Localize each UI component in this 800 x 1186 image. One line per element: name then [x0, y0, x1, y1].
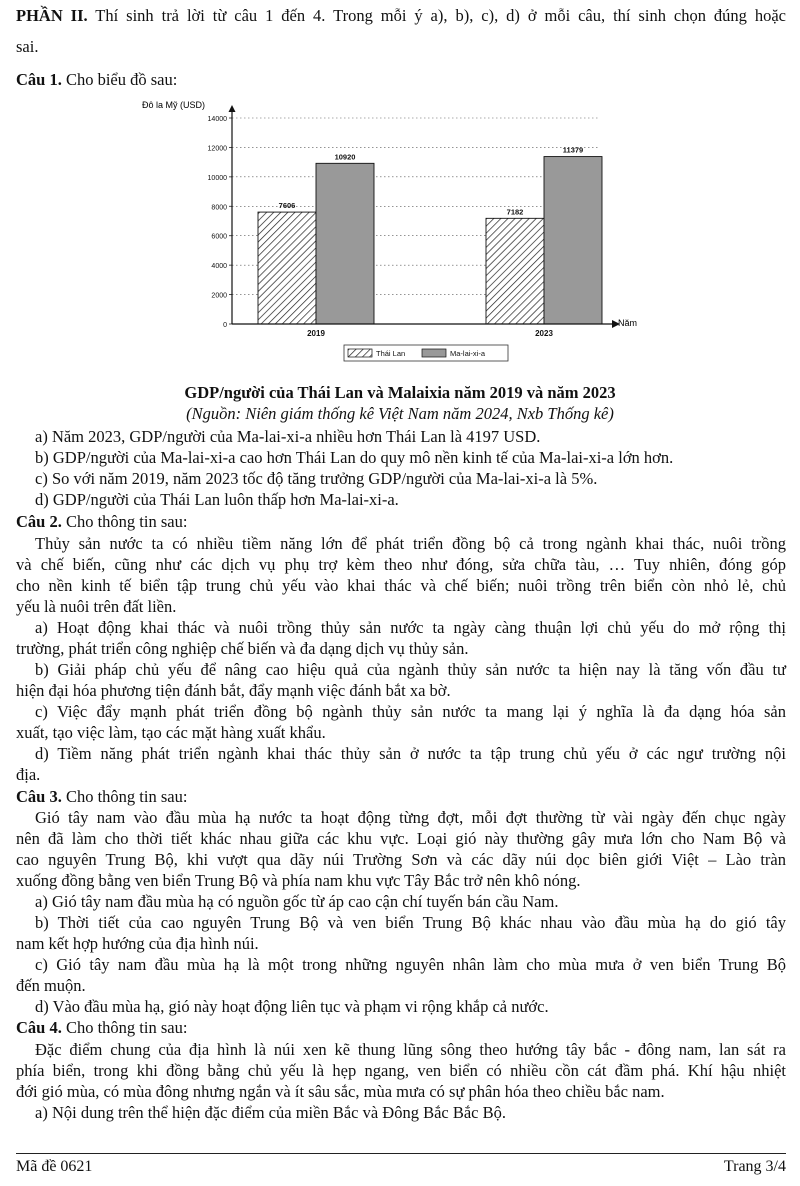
q3-paragraph-line: Gió tây nam vào đầu mùa hạ nước ta hoạt động từng đợt, mỗi đợt thường từ vài ngày đến chục ngày — [35, 808, 786, 827]
q3-option-b-cont: nam kết hợp hướng của địa hình núi. — [16, 934, 259, 953]
q2-option-d: d) Tiềm năng phát triển ngành khai thác thủy sản ở nước ta tập trung chủ yếu ở các ngư trường nội — [35, 744, 786, 763]
q2-paragraph-line: yếu là nuôi trên đất liền. — [16, 597, 177, 616]
bar-value-label: 11379 — [562, 145, 584, 155]
x-axis-label: Năm — [618, 318, 638, 328]
q3-paragraph-line: nên đã làm cho thời tiết khác nhau giữa các khu vực. Loại gió này thường gây mưa lớn cho Nam Bộ và — [16, 829, 786, 848]
y-tick-label: 14000 — [207, 116, 227, 123]
bar-malaysia-2023 — [544, 157, 602, 324]
y-tick-label: 0 — [223, 322, 227, 329]
y-tick-label: 6000 — [211, 233, 227, 241]
gdp-bar-chart — [140, 98, 640, 380]
chart-legend — [344, 345, 508, 361]
bar-thai-lan-2023 — [486, 218, 544, 324]
part-label: PHẦN II. — [16, 6, 88, 25]
q2-option-b: b) Giải pháp chủ yếu để nâng cao hiệu quả của ngành thủy sản nước ta hiện nay là tăng vốn đầu tư — [35, 660, 786, 679]
q4-paragraph-line: phía biển, trong khi đồng bằng chủ yếu là hẹp ngang, ven biển có nhiều cồn cát đầm phá. Khí hậu nhiệt — [16, 1061, 786, 1080]
q2-option-d-cont: địa. — [16, 765, 41, 784]
legend-swatch — [348, 349, 372, 357]
q2-option-a-cont: trường, phát triển công nghiệp chế biến và đa dạng dịch vụ thủy sản. — [16, 639, 469, 658]
chart-caption: GDP/người của Thái Lan và Malaixia năm 2019 và năm 2023 — [184, 383, 616, 402]
y-axis-ticks — [208, 116, 232, 329]
q3-option-b: b) Thời tiết của cao nguyên Trung Bộ và ven biển Trung Bộ khác nhau vào đầu mùa hạ do gió tây — [35, 913, 786, 932]
question-2-heading — [16, 512, 786, 532]
part-heading-line-1 — [16, 6, 786, 26]
y-tick-label: 4000 — [211, 263, 227, 271]
q3-paragraph-line: cao nguyên Trung Bộ, khi vượt qua dãy núi Trường Sơn và các dãy núi dọc biên giới Việt – Lào tràn — [16, 850, 786, 869]
q4-paragraph-line: đới gió mùa, có mùa đông nhưng ngắn và ít sâu sắc, mùa mưa có sự phân hóa theo chiều bắc nam. — [16, 1082, 665, 1101]
q2-option-a: a) Hoạt động khai thác và nuôi trồng thủy sản nước ta ngày càng thuận lợi chủ yếu do mở rộng thị — [35, 618, 786, 637]
bar-value-label: 7182 — [506, 207, 524, 217]
exam-code: Mã đề 0621 — [16, 1158, 93, 1175]
question-4-intro: Cho thông tin sau: — [61, 1018, 188, 1037]
question-2-intro: Cho thông tin sau: — [61, 512, 188, 531]
question-1-label: Câu 1. — [16, 70, 62, 89]
question-3-intro: Cho thông tin sau: — [61, 787, 188, 806]
question-1-intro: Cho biểu đồ sau: — [61, 70, 178, 89]
q1-option-d: d) GDP/người của Thái Lan luôn thấp hơn Ma-lai-xi-a. — [35, 490, 399, 509]
q3-option-c-cont: đến muộn. — [16, 976, 86, 995]
bar-value-label: 7606 — [278, 201, 296, 211]
q3-option-c: c) Gió tây nam đầu mùa hạ là một trong những nguyên nhân làm cho mùa mưa ở ven biển Trung Bộ — [35, 955, 786, 974]
q3-option-d: d) Vào đầu mùa hạ, gió này hoạt động liên tục và phạm vi rộng khắp cả nước. — [35, 997, 549, 1016]
question-2-label: Câu 2. — [16, 512, 62, 531]
q2-option-c-cont: xuất, tạo việc làm, tạo các mặt hàng xuất khẩu. — [16, 723, 326, 742]
q2-option-c: c) Việc đẩy mạnh phát triển đồng bộ ngành thủy sản nước ta mang lại ý nghĩa là đa dạng hóa sản — [35, 702, 786, 721]
x-tick-label: 2023 — [535, 329, 553, 338]
question-3-heading — [16, 787, 786, 807]
page-number: Trang 3/4 — [723, 1158, 786, 1175]
question-1-heading — [16, 70, 786, 90]
q1-option-a: a) Năm 2023, GDP/người của Ma-lai-xi-a nhiều hơn Thái Lan là 4197 USD. — [35, 427, 541, 446]
x-tick-label: 2019 — [307, 329, 325, 338]
q2-paragraph-line: Thủy sản nước ta có nhiều tiềm năng lớn để phát triển đồng bộ cả trong ngành khai thác, nuôi trồng — [35, 534, 786, 553]
q2-paragraph-line: và chế biến, cũng như các dịch vụ phụ trợ kèm theo như đóng, sửa chữa tàu, … Tuy nhiên, đóng góp — [16, 555, 786, 574]
y-axis-arrow — [229, 105, 236, 112]
q1-option-b: b) GDP/người của Ma-lai-xi-a cao hơn Thái Lan do quy mô nền kinh tế của Ma-lai-xi-a lớn hơn. — [35, 448, 674, 467]
legend-label: Thái Lan — [376, 349, 406, 358]
bar-thai-lan-2019 — [258, 212, 316, 324]
question-4-label: Câu 4. — [16, 1018, 62, 1037]
part-instruction: Thí sinh trả lời từ câu 1 đến 4. Trong mỗi ý a), b), c), d) ở mỗi câu, thí sinh chọn đúng hoặc — [87, 6, 786, 25]
y-tick-label: 12000 — [207, 145, 227, 153]
legend-swatch — [422, 349, 446, 357]
y-tick-label: 8000 — [211, 204, 227, 212]
q3-option-a: a) Gió tây nam đầu mùa hạ có nguồn gốc từ áp cao cận chí tuyến bán cầu Nam. — [35, 892, 559, 911]
bar-malaysia-2019 — [316, 163, 374, 324]
q4-option-a: a) Nội dung trên thể hiện đặc điểm của miền Bắc và Đông Bắc Bắc Bộ. — [35, 1103, 507, 1122]
question-4-heading — [16, 1018, 786, 1038]
bar-value-label: 10920 — [334, 152, 356, 162]
chart-source: (Nguồn: Niên giám thống kê Việt Nam năm 2024, Nxb Thống kê) — [186, 404, 614, 423]
y-axis-label: Đô la Mỹ (USD) — [142, 100, 206, 110]
q3-paragraph-line: xuống đồng bằng ven biển Trung Bộ và phía nam khu vực Tây Bắc trở nên khô nóng. — [16, 871, 581, 890]
legend-label: Ma-lai-xi-a — [450, 349, 486, 358]
y-tick-label: 2000 — [211, 292, 227, 300]
footer-divider — [16, 1153, 786, 1154]
q1-option-c: c) So với năm 2019, năm 2023 tốc độ tăng trưởng GDP/người của Ma-lai-xi-a là 5%. — [35, 469, 598, 488]
part-heading-line-2: sai. — [16, 37, 39, 56]
q2-option-b-cont: hiện đại hóa phương tiện đánh bắt, đẩy mạnh việc đánh bắt xa bờ. — [16, 681, 451, 700]
question-3-label: Câu 3. — [16, 787, 62, 806]
chart-bars — [258, 146, 602, 338]
q4-paragraph-line: Đặc điểm chung của địa hình là núi xen kẽ thung lũng sông theo hướng tây bắc - đông nam, lan sát ra — [35, 1040, 786, 1059]
q2-paragraph-line: cho nền kinh tế biển tập trung chủ yếu vào khai thác và chế biến; nuôi trồng trên biển còn nhỏ lẻ, chủ — [16, 576, 786, 595]
y-tick-label: 10000 — [207, 174, 227, 182]
